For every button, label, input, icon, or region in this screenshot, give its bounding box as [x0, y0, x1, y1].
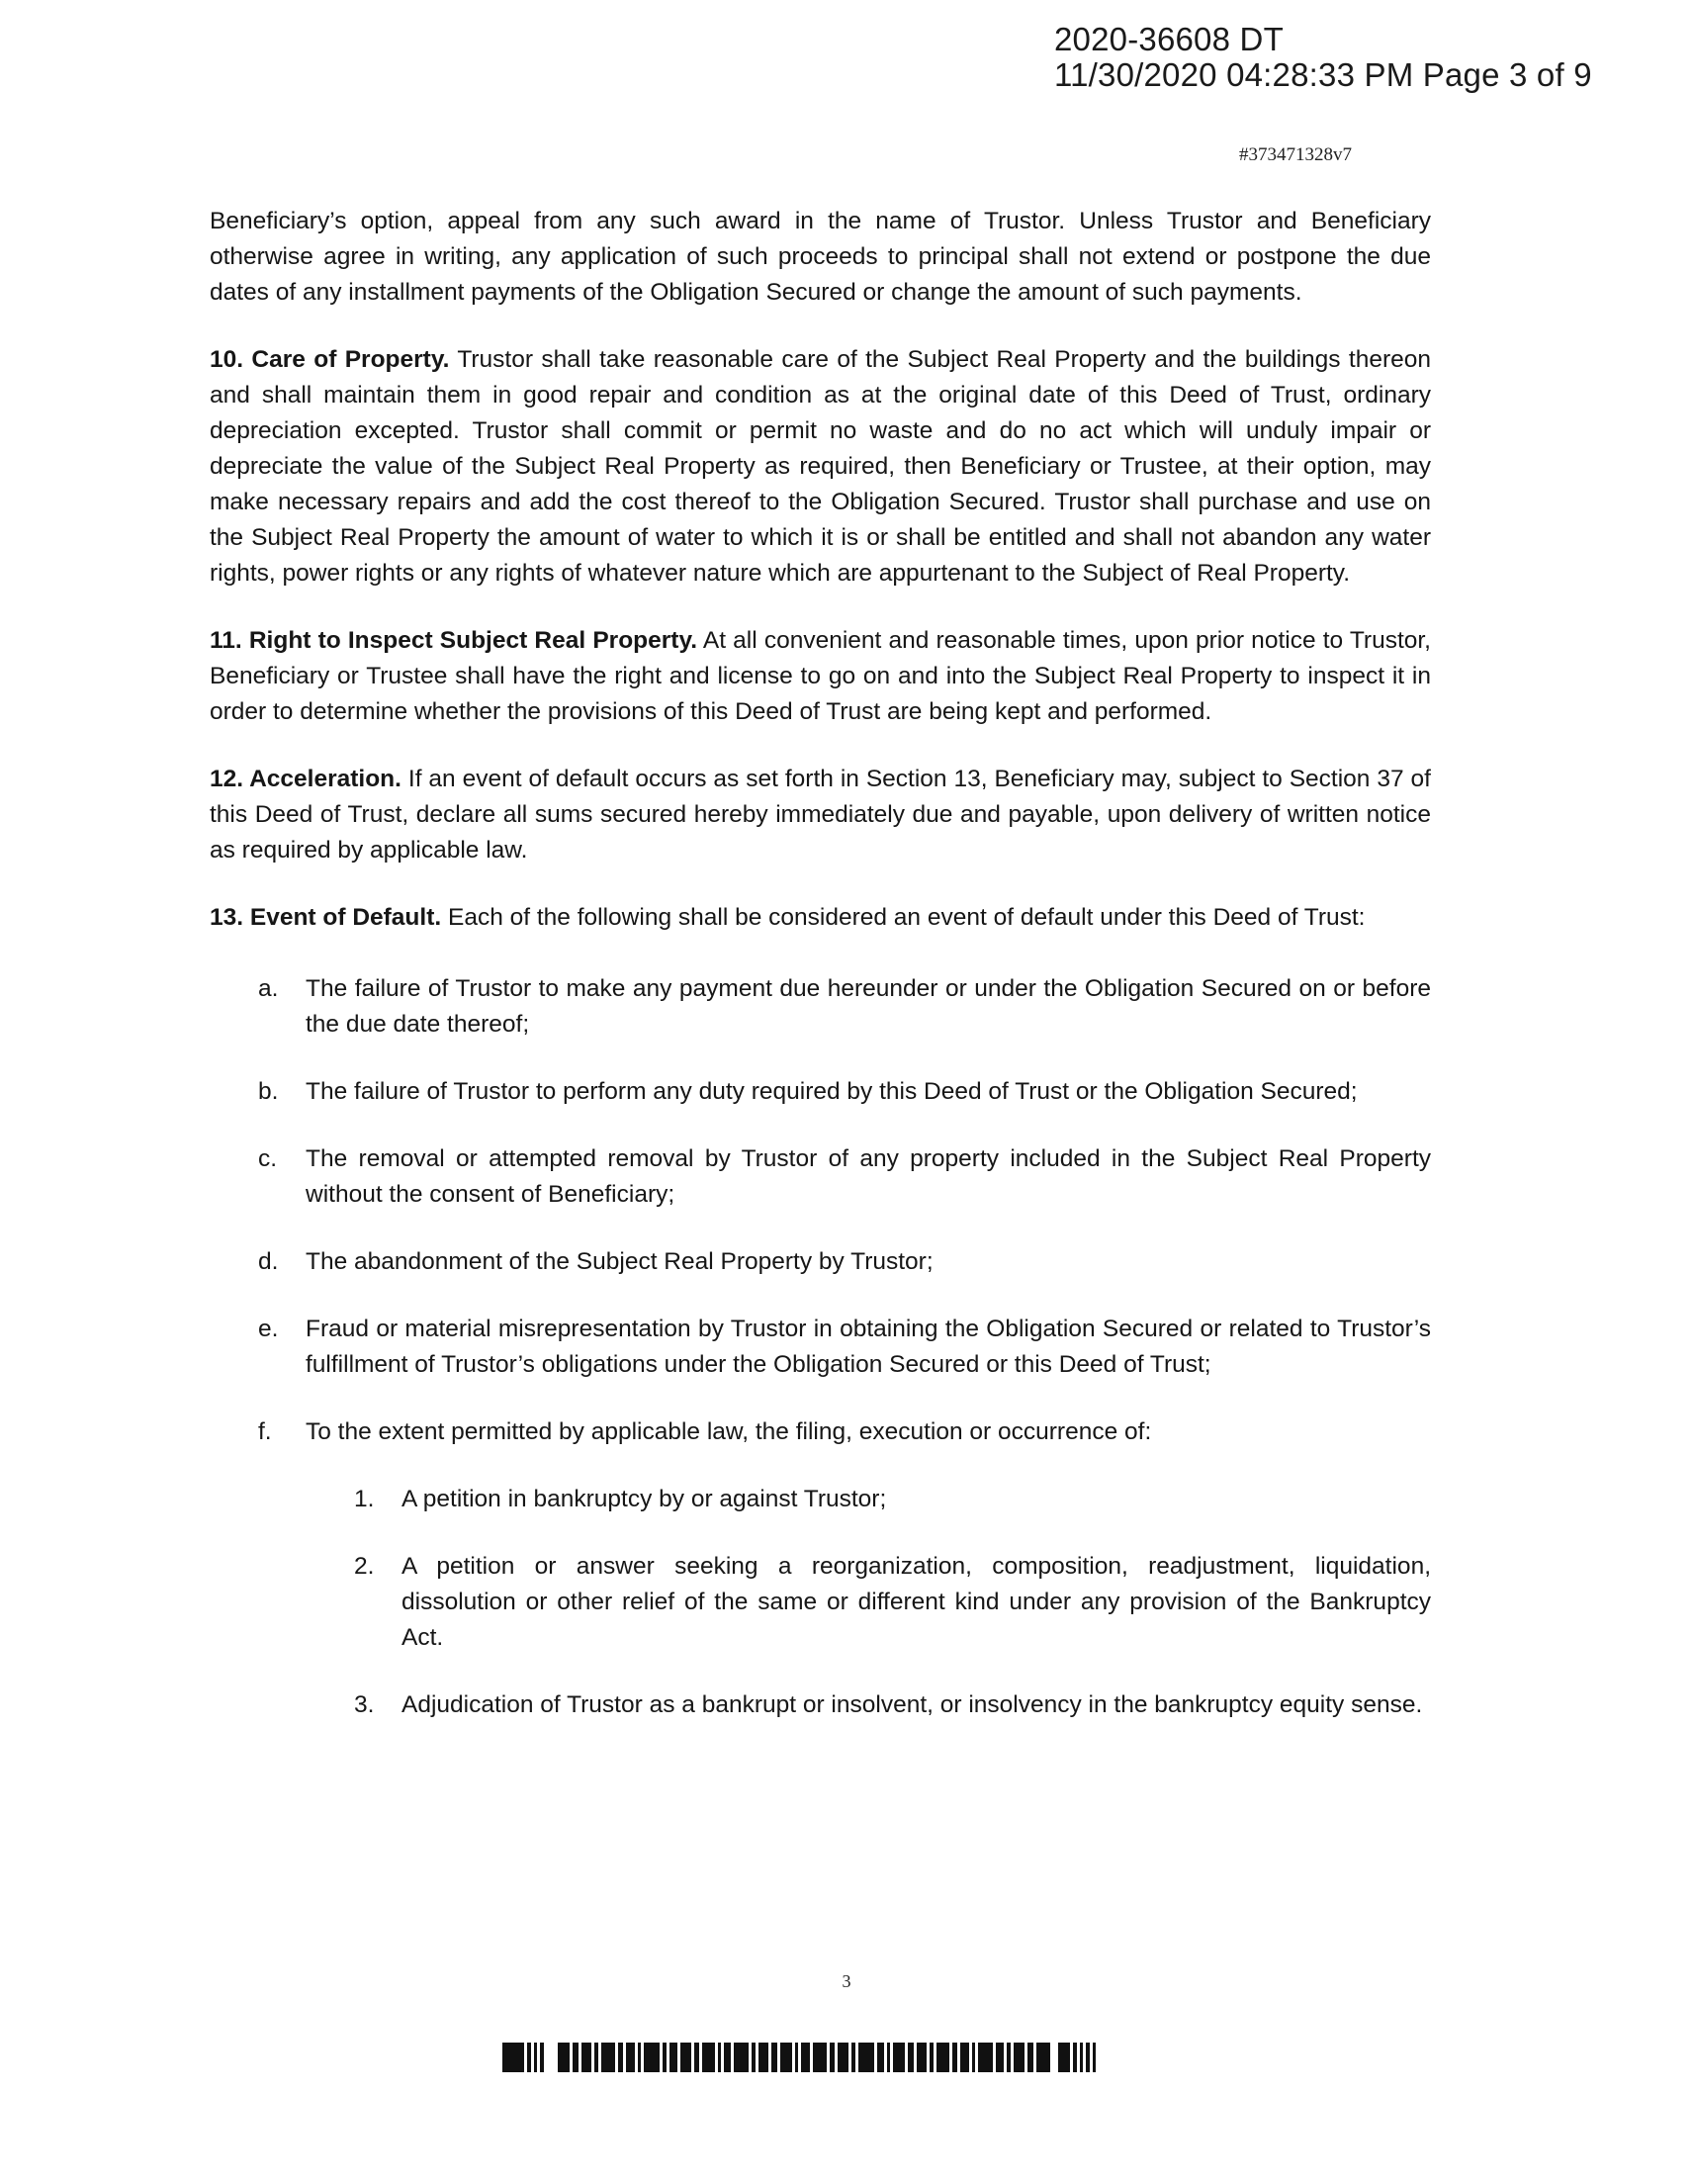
list-item: [210, 1312, 1431, 1383]
sub-list-item-marker: 2.: [354, 1553, 375, 1580]
list-item-marker: c.: [258, 1145, 278, 1172]
document-number: #373471328v7: [1239, 144, 1352, 165]
document-body: [210, 204, 1431, 1755]
section-12-text: If an event of default occurs as set forth in Section 13, Beneficiary may, subject to Section 37 of this Deed of Trust, declare all sums secured hereby immediately due and payable, upon delivery of written notice as required by applicable law.: [210, 766, 1431, 864]
list-item: [210, 1414, 1431, 1450]
list-item: [210, 1074, 1431, 1110]
list-item-text: Fraud or material misrepresentation by Trustor in obtaining the Obligation Secured or related to Trustor’s fulfillment of Trustor’s obligations under the Obligation Secured or this Deed of Trust;: [306, 1316, 1431, 1378]
intro-paragraph: Beneficiary’s option, appeal from any such award in the name of Trustor. Unless Trustor and Beneficiary otherwise agree in writing, any application of such proceeds to principal shall not extend or postpone the due dates of any installment payments of the Obligation Secured or change the amount of such payments.: [210, 208, 1431, 306]
section-12-heading: 12. Acceleration.: [210, 766, 401, 792]
list-item-marker: b.: [258, 1078, 279, 1105]
sub-list-item: [210, 1549, 1431, 1656]
sub-list-item: [210, 1482, 1431, 1517]
list-item: [210, 1141, 1431, 1213]
recording-number: 2020-36608 DT: [1054, 21, 1284, 57]
section-10-text: Trustor shall take reasonable care of the Subject Real Property and the buildings thereon and shall maintain them in good repair and condition as at the original date of this Deed of Trust, ordinary depreciation excepted. Trustor shall commit or permit no waste and do no act which will unduly impair or depreciate the value of the Subject Real Property as required, then Beneficiary or Trustee, at their option, may make necessary repairs and add the cost thereof to the Obligation Secured. Trustor shall purchase and use on the Subject Real Property the amount of water to which it is or shall be entitled and shall not abandon any water rights, power rights or any rights of whatever nature which are appurtenant to the Subject of Real Property.: [210, 346, 1431, 587]
list-item-marker: f.: [258, 1418, 272, 1445]
section-13: [210, 900, 1431, 936]
sub-list-item: [210, 1687, 1431, 1723]
section-10: [210, 342, 1431, 592]
list-item-marker: d.: [258, 1248, 279, 1275]
section-11-text: At all convenient and reasonable times, upon prior notice to Trustor, Beneficiary or Trustee shall have the right and license to go on and into the Subject Real Property to inspect it in order to determine whether the provisions of this Deed of Trust are being kept and performed.: [210, 627, 1431, 725]
list-item-text: The failure of Trustor to perform any duty required by this Deed of Trust or the Obligation Secured;: [306, 1078, 1358, 1105]
list-item-marker: a.: [258, 975, 279, 1002]
list-item: [210, 971, 1431, 1043]
list-item: [210, 1244, 1431, 1280]
section-10-heading: 10. Care of Property.: [210, 346, 450, 373]
section-11-heading: 11. Right to Inspect Subject Real Property.: [210, 627, 698, 654]
sub-list-item-text: A petition or answer seeking a reorganization, composition, readjustment, liquidation, dissolution or other relief of the same or different kind under any provision of the Bankruptcy Act.: [401, 1553, 1431, 1651]
list-item-text: The removal or attempted removal by Trustor of any property included in the Subject Real Property without the consent of Beneficiary;: [306, 1145, 1431, 1208]
list-item-text: The abandonment of the Subject Real Property by Trustor;: [306, 1248, 934, 1275]
sub-list-item-text: A petition in bankruptcy by or against Trustor;: [401, 1486, 887, 1512]
page-number: 3: [842, 1971, 851, 1991]
list-item-marker: e.: [258, 1316, 279, 1342]
section-12: [210, 762, 1431, 868]
section-13-heading: 13. Event of Default.: [210, 904, 442, 931]
section-11: [210, 623, 1431, 730]
recording-timestamp: 11/30/2020 04:28:33 PM Page 3 of 9: [1054, 56, 1592, 93]
list-item-text: To the extent permitted by applicable law, the filing, execution or occurrence of:: [306, 1418, 1152, 1445]
sub-list-item-marker: 1.: [354, 1486, 375, 1512]
sub-list-item-text: Adjudication of Trustor as a bankrupt or insolvent, or insolvency in the bankruptcy equity sense.: [401, 1691, 1423, 1718]
list-item-text: The failure of Trustor to make any payment due hereunder or under the Obligation Secured on or before the due date thereof;: [306, 975, 1431, 1038]
section-13-text: Each of the following shall be considered an event of default under this Deed of Trust:: [441, 904, 1366, 931]
recording-stamp: [1054, 22, 1592, 93]
sub-list-item-marker: 3.: [354, 1691, 375, 1718]
barcode: [502, 2043, 1143, 2072]
